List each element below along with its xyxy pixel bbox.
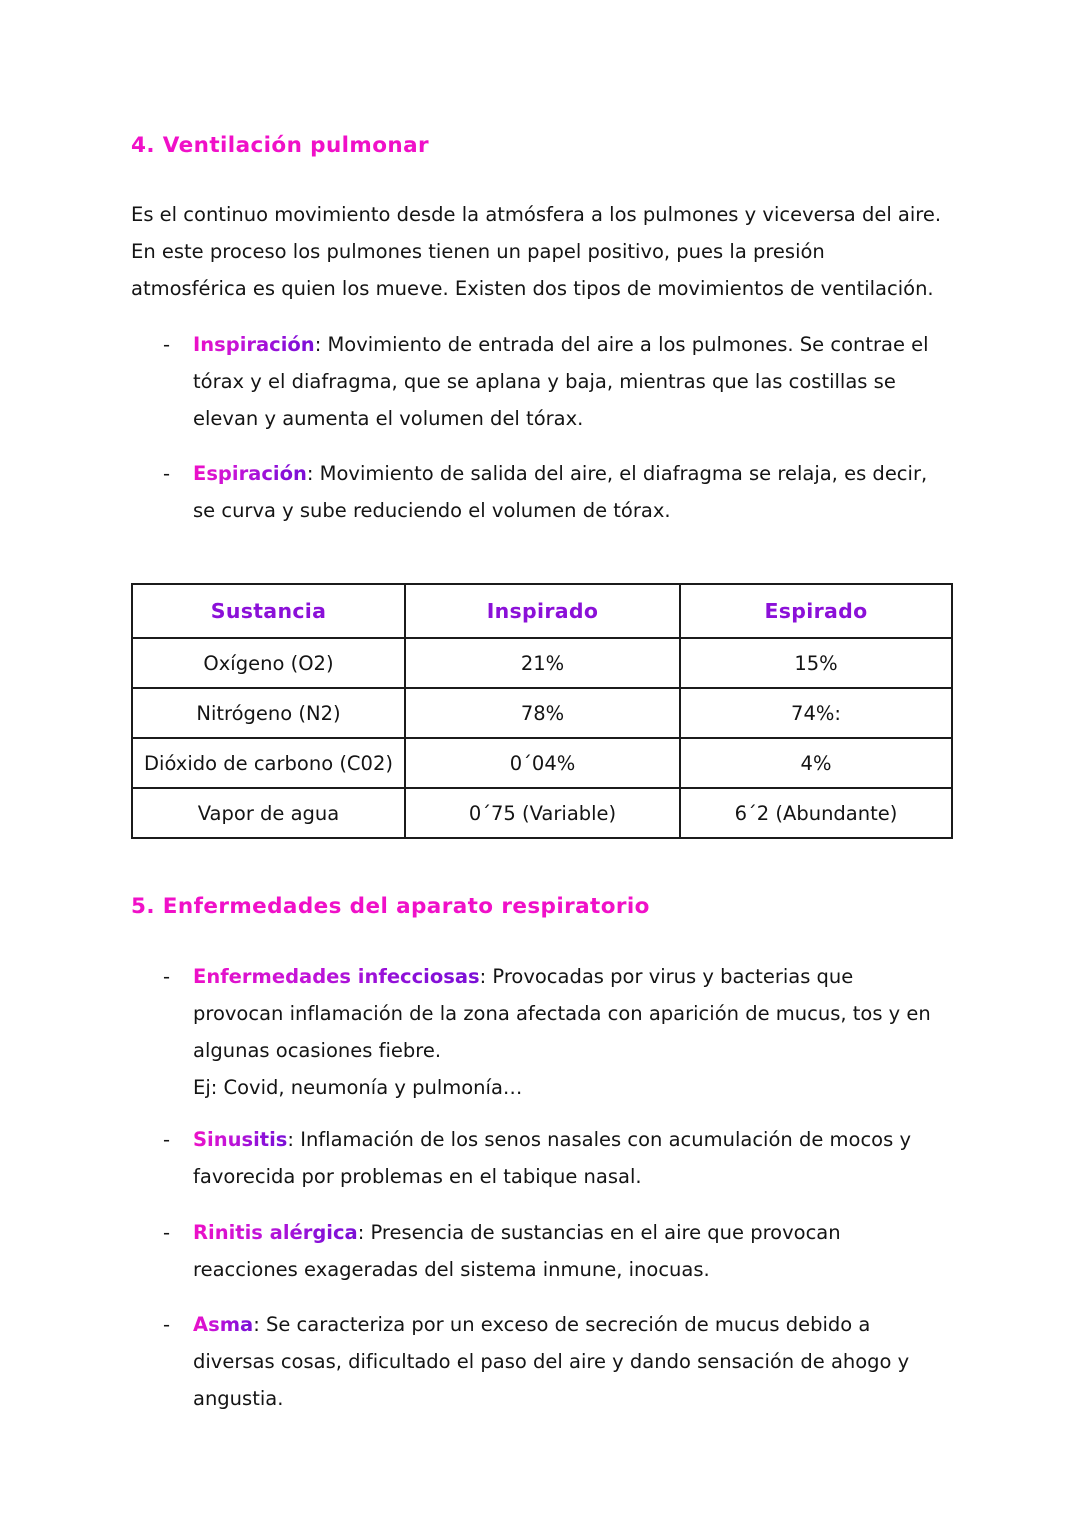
table-cell-substance: Dióxido de carbono (C02) (132, 738, 405, 788)
bullet-dash: - (163, 1128, 171, 1151)
list-item (131, 1214, 949, 1288)
bullet-separator: : (287, 1128, 301, 1151)
bullet-text: Movimiento de salida del aire, el diafragma se relaja, es decir, se curva y sube reduciendo el volumen de tórax. (193, 462, 928, 522)
bullet-dash: - (163, 1221, 171, 1244)
table-row (132, 788, 952, 838)
gas-composition-table (131, 583, 953, 839)
bullet-text: Movimiento de entrada del aire a los pulmones. Se contrae el tórax y el diafragma, que se aplana y baja, mientras que las costillas se elevan y aumenta el volumen del tórax. (193, 333, 929, 430)
bullet-term: Sinusitis (193, 1128, 288, 1151)
table-cell-expired: 15% (680, 638, 952, 688)
list-item (131, 326, 949, 437)
section-heading-ventilacion-pulmonar: 4. Ventilación pulmonar (131, 133, 430, 158)
bullet-dash: - (163, 462, 171, 485)
bullet-text: Presencia de sustancias en el aire que provocan reacciones exageradas del sistema inmune, inocuas. (193, 1221, 841, 1281)
table-cell-substance: Oxígeno (O2) (132, 638, 405, 688)
bullet-separator: : (306, 462, 320, 485)
table-cell-substance: Vapor de agua (132, 788, 405, 838)
bullet-dash: - (163, 1313, 171, 1336)
table-cell-inspired: 78% (405, 688, 680, 738)
list-item (131, 455, 949, 529)
list-item (131, 1306, 949, 1417)
bullet-term: Espiración (193, 462, 307, 485)
table-row (132, 738, 952, 788)
bullet-separator: : (253, 1313, 266, 1336)
bullet-separator: : (357, 1221, 371, 1244)
bullet-term: Enfermedades infecciosas (193, 965, 480, 988)
bullet-text: Se caracteriza por un exceso de secreción de mucus debido a diversas cosas, dificultado el paso del aire y dando sensación de ahogo y angustia. (193, 1313, 910, 1410)
table-row (132, 688, 952, 738)
intro-paragraph: Es el continuo movimiento desde la atmósfera a los pulmones y viceversa del aire. En este proceso los pulmones tienen un papel positivo, pues la presión atmosférica es quien los mueve. Existen dos tipos de movimientos de ventilación. (131, 203, 942, 300)
list-item (131, 958, 949, 1106)
table-cell-expired: 74%: (680, 688, 952, 738)
table-cell-inspired: 21% (405, 638, 680, 688)
bullet-text: Provocadas por virus y bacterias que provocan inflamación de la zona afectada con aparición de mucus, tos y en algunas ocasiones fiebre. (193, 965, 931, 1062)
table-cell-inspired: 0´04% (405, 738, 680, 788)
table-cell-inspired: 0´75 (Variable) (405, 788, 680, 838)
table-cell-substance: Nitrógeno (N2) (132, 688, 405, 738)
table-header-inspirado: Inspirado (405, 584, 680, 638)
bullet-dash: - (163, 965, 171, 988)
table-cell-expired: 6´2 (Abundante) (680, 788, 952, 838)
bullet-separator: : (314, 333, 328, 356)
bullet-example-line: Ej: Covid, neumonía y pulmonía… (193, 1076, 523, 1099)
bullet-dash: - (163, 333, 171, 356)
table-header-row (132, 584, 952, 638)
table-cell-expired: 4% (680, 738, 952, 788)
bullet-separator: : (479, 965, 493, 988)
section-heading-enfermedades: 5. Enfermedades del aparato respiratorio (131, 894, 650, 919)
table-row (132, 638, 952, 688)
bullet-term: Rinitis alérgica (193, 1221, 358, 1244)
list-item (131, 1121, 949, 1195)
table-header-sustancia: Sustancia (132, 584, 405, 638)
bullet-text: Inflamación de los senos nasales con acumulación de mocos y favorecida por problemas en el tabique nasal. (193, 1128, 912, 1188)
bullet-term: Asma (193, 1313, 254, 1336)
bullet-term: Inspiración (193, 333, 315, 356)
table-header-espirado: Espirado (680, 584, 952, 638)
